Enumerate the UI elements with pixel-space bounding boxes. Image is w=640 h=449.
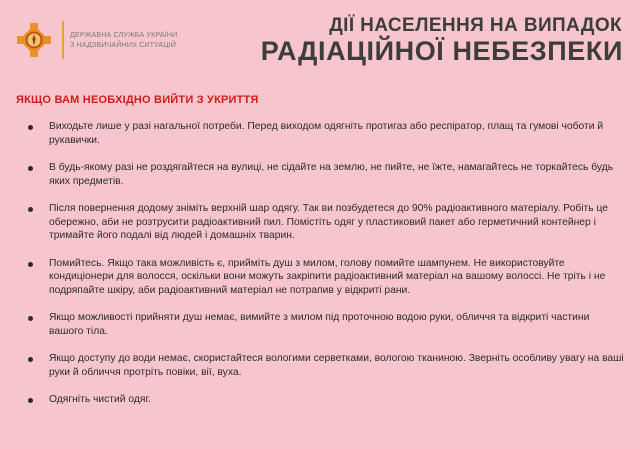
header-divider — [62, 21, 64, 59]
emergency-service-emblem-icon — [16, 22, 52, 58]
list-item — [24, 352, 624, 379]
bullet-icon — [28, 262, 33, 267]
list-item-text: Якщо доступу до води немає, скористайтеся вологими серветками, вологою тканиною. Зверніть особливу увагу на ваші руки й обличчя протріть повіки, вії, вуха. — [49, 353, 624, 378]
bullet-icon — [28, 166, 33, 171]
bullet-icon — [28, 207, 33, 212]
agency-name-line-2: З НАДЗВИЧАЙНИХ СИТУАЦІЙ — [70, 39, 177, 49]
bullet-icon — [28, 357, 33, 362]
list-item — [24, 393, 624, 407]
list-item — [24, 311, 624, 338]
bullet-icon — [28, 316, 33, 321]
header — [0, 0, 640, 78]
list-item-text: В будь-якому разі не роздягайтеся на вулиці, не сідайте на землю, не пийте, не їжте, намагайтесь не торкайтесь будь яких предметів. — [49, 162, 614, 187]
list-item-text: Помийтесь. Якщо така можливість є, прийміть душ з милом, голову помийте шампунем. Не використовуйте кондиціонери для волосся, оскільки вони можуть закріпити радіоактивний матеріал на вашому волоссі. Не тріть і не подряпайте шкіру, аби радіоактивний матеріал не потрапив у відкриті рани. — [49, 257, 606, 296]
page-title-line-1: ДІЇ НАСЕЛЕННЯ НА ВИПАДОК — [329, 15, 622, 36]
list-item — [24, 202, 624, 243]
list-item — [24, 161, 624, 188]
section-title: ЯКЩО ВАМ НЕОБХІДНО ВИЙТИ З УКРИТТЯ — [16, 94, 259, 106]
bullet-icon — [28, 125, 33, 130]
agency-name-line-1: ДЕРЖАВНА СЛУЖБА УКРАЇНИ — [70, 30, 178, 39]
bullet-icon — [28, 398, 33, 403]
page-title-line-2: РАДІАЦІЙНОЇ НЕБЕЗПЕКИ — [260, 36, 623, 66]
list-item — [24, 257, 624, 298]
instructions-list — [24, 120, 624, 421]
list-item-text: Якщо можливості прийняти душ немає, вимийте з милом під проточною водою руки, обличчя та відкриті частини вашого тіла. — [49, 312, 590, 337]
agency-name — [70, 30, 210, 49]
list-item-text: Після повернення додому зніміть верхній шар одягу. Так ви позбудетеся до 90% радіоактивного матеріалу. Робіть це обережно, аби не розтрусити радіоактивний пил. Помістіть одяг у пластиковий пакет або герметичний контейнер і тримайте його подалі від людей і домашніх тварин. — [49, 203, 608, 241]
list-item-text: Виходьте лише у разі нагальної потреби. Перед виходом одягніть протигаз або респіратор, плащ та гумові чоботи й рукавички. — [49, 121, 604, 146]
list-item — [24, 120, 624, 147]
list-item-text: Одягніть чистий одяг. — [49, 394, 151, 405]
